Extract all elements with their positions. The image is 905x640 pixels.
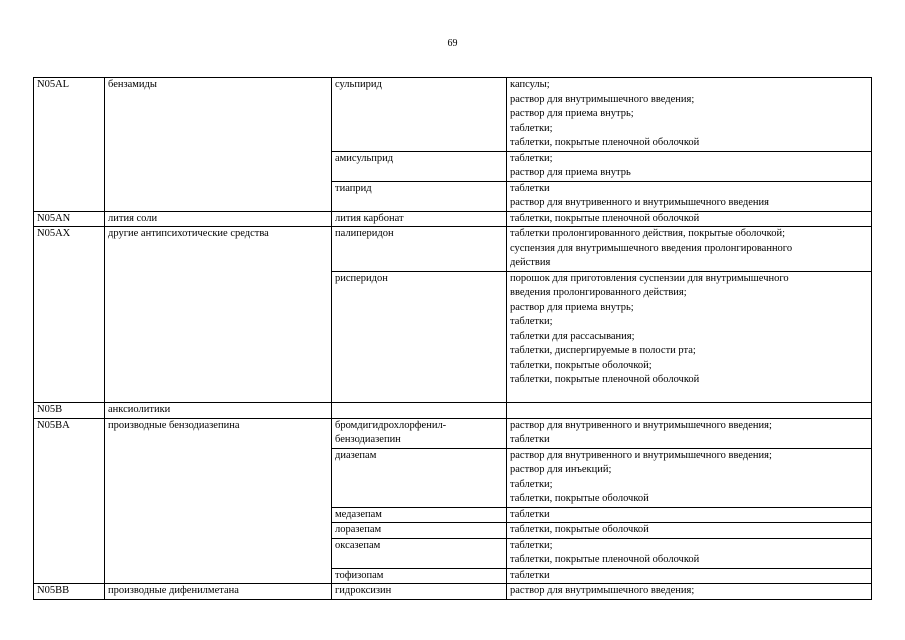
drug-name: оксазепам bbox=[335, 539, 381, 551]
table-row bbox=[34, 181, 872, 211]
dosage-form: таблетки, диспергируемые в полости рта; bbox=[510, 345, 696, 356]
drug-name-cell bbox=[332, 181, 507, 211]
dosage-form: действия bbox=[510, 257, 551, 268]
dosage-form: таблетки bbox=[510, 508, 550, 520]
atc-code-cell bbox=[34, 418, 105, 448]
dosage-form: таблетки, покрытые оболочкой; bbox=[510, 359, 652, 371]
dosage-forms-cell bbox=[507, 181, 872, 211]
dosage-form: раствор для инъекций; bbox=[510, 464, 612, 475]
table-row bbox=[34, 403, 872, 419]
atc-code-cell bbox=[34, 523, 105, 539]
table-row bbox=[34, 418, 872, 448]
drug-name-line: бромдигидрохлорфенил- bbox=[335, 419, 447, 431]
group-name-cell bbox=[105, 271, 332, 403]
atc-code-cell bbox=[34, 584, 105, 600]
drug-name-cell bbox=[332, 151, 507, 181]
group-name: лития соли bbox=[108, 212, 158, 224]
drug-name-cell bbox=[332, 568, 507, 584]
drug-name-cell bbox=[332, 403, 507, 419]
group-name-cell bbox=[105, 78, 332, 152]
table-row bbox=[34, 448, 872, 507]
table-row bbox=[34, 507, 872, 523]
group-name-cell bbox=[105, 538, 332, 568]
dosage-form: раствор для внутримышечного введения; bbox=[510, 585, 695, 596]
drug-name: рисперидон bbox=[335, 272, 388, 284]
dosage-form: раствор для внутривенного и внутримышечного введения; bbox=[510, 449, 772, 461]
drug-name: амисульприд bbox=[335, 152, 394, 164]
drug-name: лоразепам bbox=[335, 524, 382, 535]
group-name-cell bbox=[105, 403, 332, 419]
drug-name-cell bbox=[332, 211, 507, 227]
dosage-forms-cell bbox=[507, 538, 872, 568]
dosage-form: раствор для приема внутрь; bbox=[510, 108, 634, 119]
group-name-cell bbox=[105, 448, 332, 507]
table-row bbox=[34, 568, 872, 584]
atc-code: N05AX bbox=[37, 228, 71, 239]
drug-name-cell bbox=[332, 418, 507, 448]
drug-name-cell bbox=[332, 78, 507, 152]
atc-code-cell bbox=[34, 448, 105, 507]
drug-name-cell bbox=[332, 227, 507, 272]
atc-code-cell bbox=[34, 568, 105, 584]
drug-name-cell bbox=[332, 538, 507, 568]
group-name-cell bbox=[105, 584, 332, 600]
group-name: производные дифенилметана bbox=[108, 585, 239, 596]
drug-name-cell bbox=[332, 271, 507, 403]
dosage-form: раствор для приема внутрь; bbox=[510, 301, 634, 313]
dosage-form: таблетки; bbox=[510, 478, 553, 490]
dosage-form: таблетки; bbox=[510, 316, 553, 327]
atc-code: N05B bbox=[37, 404, 63, 415]
group-name-cell bbox=[105, 507, 332, 523]
dosage-form: таблетки, покрытые пленочной оболочкой bbox=[510, 374, 700, 385]
table-row bbox=[34, 227, 872, 272]
dosage-form: суспензия для внутримышечного введения пролонгированного bbox=[510, 242, 793, 254]
dosage-form: введения пролонгированного действия; bbox=[510, 287, 687, 298]
page-number: 69 bbox=[447, 38, 458, 49]
group-name-cell bbox=[105, 418, 332, 448]
dosage-form: раствор для внутривенного и внутримышечного введения bbox=[510, 197, 769, 208]
group-name-cell bbox=[105, 523, 332, 539]
drug-name: диазепам bbox=[335, 449, 377, 461]
spacer-line bbox=[510, 388, 868, 403]
drug-name: тиаприд bbox=[335, 182, 372, 194]
drug-name-cell bbox=[332, 523, 507, 539]
dosage-forms-cell bbox=[507, 568, 872, 584]
group-name-cell bbox=[105, 227, 332, 272]
drug-table bbox=[33, 77, 872, 600]
dosage-form: таблетки bbox=[510, 569, 550, 581]
dosage-form: таблетки bbox=[510, 434, 550, 445]
dosage-form: таблетки; bbox=[510, 152, 553, 164]
group-name-cell bbox=[105, 568, 332, 584]
dosage-forms-cell bbox=[507, 211, 872, 227]
dosage-form: капсулы; bbox=[510, 79, 550, 90]
atc-code: N05BB bbox=[37, 585, 70, 596]
atc-code-cell bbox=[34, 271, 105, 403]
drug-name-line: бензодиазепин bbox=[335, 434, 401, 445]
dosage-form: таблетки, покрытые оболочкой bbox=[510, 493, 649, 504]
group-name-cell bbox=[105, 211, 332, 227]
drug-name-cell bbox=[332, 448, 507, 507]
atc-code-cell bbox=[34, 181, 105, 211]
drug-name: медазепам bbox=[335, 508, 382, 520]
table-row bbox=[34, 78, 872, 152]
dosage-form: таблетки пролонгированного действия, покрытые оболочкой; bbox=[510, 228, 785, 239]
drug-name-cell bbox=[332, 507, 507, 523]
dosage-form: раствор для внутривенного и внутримышечного введения; bbox=[510, 419, 772, 431]
atc-code-cell bbox=[34, 211, 105, 227]
atc-code-cell bbox=[34, 151, 105, 181]
atc-code-cell bbox=[34, 227, 105, 272]
drug-name: тофизопам bbox=[335, 569, 384, 581]
dosage-form: таблетки, покрытые пленочной оболочкой bbox=[510, 212, 700, 224]
group-name-cell bbox=[105, 151, 332, 181]
dosage-forms-cell bbox=[507, 78, 872, 152]
atc-code: N05BA bbox=[37, 419, 70, 431]
dosage-forms-cell bbox=[507, 403, 872, 419]
dosage-form: раствор для внутримышечного введения; bbox=[510, 93, 695, 105]
atc-code-cell bbox=[34, 507, 105, 523]
atc-code: N05AL bbox=[37, 79, 70, 90]
dosage-forms-cell bbox=[507, 227, 872, 272]
group-name: анксиолитики bbox=[108, 404, 171, 415]
table-row bbox=[34, 538, 872, 568]
atc-code-cell bbox=[34, 403, 105, 419]
drug-name-cell bbox=[332, 584, 507, 600]
dosage-forms-cell bbox=[507, 448, 872, 507]
dosage-form: таблетки, покрытые пленочной оболочкой bbox=[510, 137, 700, 148]
dosage-form: таблетки, покрытые пленочной оболочкой bbox=[510, 554, 700, 565]
group-name-cell bbox=[105, 181, 332, 211]
dosage-forms-cell bbox=[507, 507, 872, 523]
dosage-form: порошок для приготовления суспензии для внутримышечного bbox=[510, 272, 789, 284]
table-row bbox=[34, 584, 872, 600]
group-name: бензамиды bbox=[108, 79, 157, 90]
dosage-forms-cell bbox=[507, 584, 872, 600]
dosage-form: таблетки; bbox=[510, 122, 553, 134]
table-row bbox=[34, 523, 872, 539]
table-row bbox=[34, 211, 872, 227]
dosage-forms-cell bbox=[507, 151, 872, 181]
dosage-forms-cell bbox=[507, 523, 872, 539]
dosage-form: раствор для приема внутрь bbox=[510, 167, 631, 178]
table-row bbox=[34, 271, 872, 403]
table-row bbox=[34, 151, 872, 181]
drug-name: лития карбонат bbox=[335, 212, 404, 224]
dosage-form: таблетки bbox=[510, 182, 550, 194]
dosage-form: таблетки для рассасывания; bbox=[510, 330, 635, 342]
group-name: другие антипсихотические средства bbox=[108, 228, 269, 239]
drug-name: гидроксизин bbox=[335, 585, 392, 596]
atc-code-cell bbox=[34, 78, 105, 152]
drug-name: палиперидон bbox=[335, 228, 394, 239]
atc-code: N05AN bbox=[37, 212, 71, 224]
group-name: производные бензодиазепина bbox=[108, 419, 240, 431]
dosage-forms-cell bbox=[507, 418, 872, 448]
drug-name: сульпирид bbox=[335, 79, 382, 90]
dosage-form: таблетки; bbox=[510, 539, 553, 551]
dosage-forms-cell bbox=[507, 271, 872, 403]
atc-code-cell bbox=[34, 538, 105, 568]
dosage-form: таблетки, покрытые оболочкой bbox=[510, 524, 649, 535]
